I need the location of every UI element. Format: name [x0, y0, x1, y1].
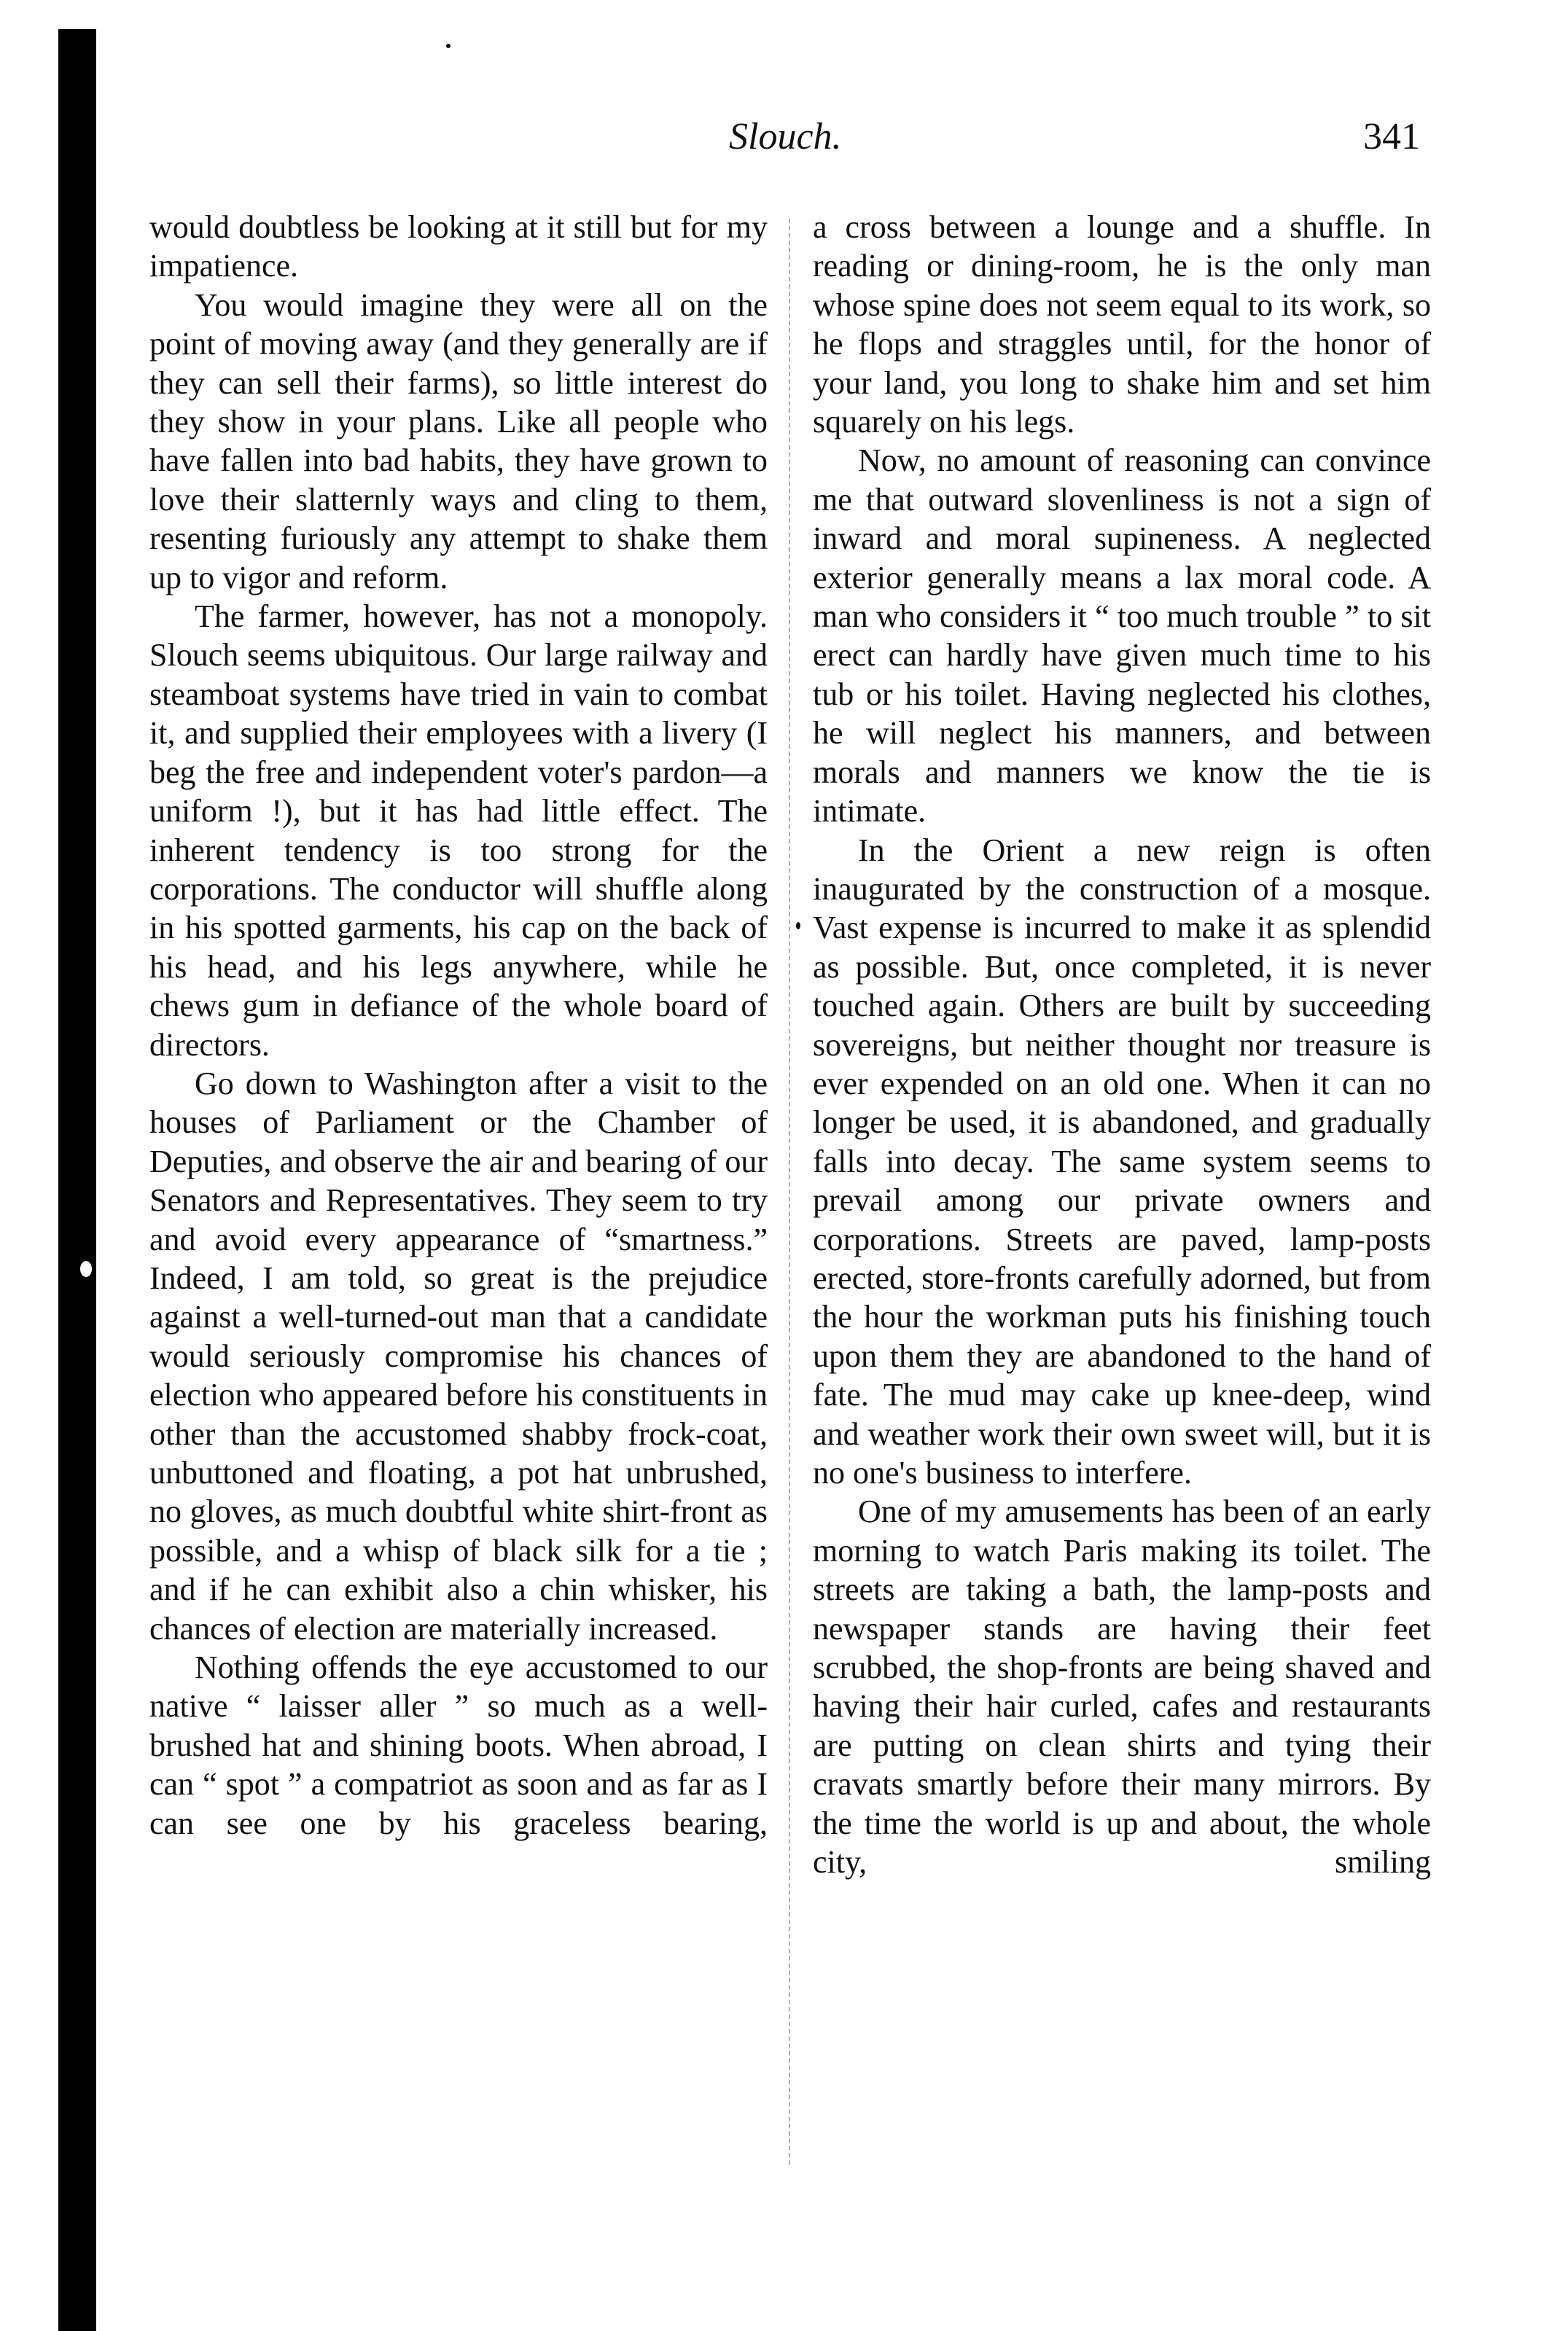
column-divider — [789, 219, 792, 2165]
print-speck — [80, 1261, 92, 1277]
paragraph: Go down to Washington after a visit to the houses of Parliament or the Chamber of Deputies, and observe the air and bearing of our Senators and Representatives. They seem to try and avoid every appearance of “smartness.” Indeed, I am told, so great is the prejudice against a well-turned-out man that a candidate would seriously compromise his chances of election who appeared before his constituents in other than the accustomed shabby frock-coat, unbuttoned and floating, a pot hat unbrushed, no gloves, as much doubtful white shirt-front as possible, and a whisp of black silk for a tie ; and if he can exhibit also a chin whisker, his chances of election are materially increased. — [149, 1065, 768, 1647]
right-text-column — [813, 208, 1431, 1881]
running-header-title: Slouch. — [729, 116, 842, 157]
paragraph: would doubtless be looking at it still but for my impatience. — [149, 209, 768, 284]
print-speck — [446, 44, 450, 48]
paragraph: One of my amusements has been of an early morning to watch Paris making its toilet. The streets are taking a bath, the lamp-posts and newspaper stands are having their feet scrubbed, the shop-fronts are being shaved and having their hair curled, cafes and restaurants are putting on clean shirts and tying their cravats smartly before their many mirrors. By the time the world is up and about, the whole city, smiling — [813, 1494, 1431, 1881]
paragraph: You would imagine they were all on the point of moving away (and they generally are if they can sell their farms), so little interest do they show in your plans. Like all people who have fallen into bad habits, they have grown to love their slatternly ways and cling to them, resenting furiously any attempt to shake them up to vigor and reform. — [149, 286, 768, 596]
paragraph: Nothing offends the eye accustomed to our native “ laisser aller ” so much as a well-brushed hat and shining boots. When abroad, I can “ spot ” a compatriot as soon and as far as I can see one by his graceless bearing, — [149, 1649, 768, 1841]
paragraph: In the Orient a new reign is often inaugurated by the construction of a mosque. Vast expense is incurred to make it as splendid as possible. But, once completed, it is never touched again. Others are built by succeeding sovereigns, but neither thought nor treasure is ever expended on an old one. When it can no longer be used, it is abandoned, and gradually falls into decay. The same system seems to prevail among our private owners and corporations. Streets are paved, lamp-posts erected, store-fronts carefully adorned, but from the hour the workman puts his finishing touch upon them they are abandoned to the hand of fate. The mud may cake up knee-deep, wind and weather work their own sweet will, but it is no one's business to interfere. — [813, 832, 1431, 1491]
paragraph: The farmer, however, has not a monopoly. Slouch seems ubiquitous. Our large railway and steamboat systems have tried in vain to combat it, and supplied their employees with a livery (I beg the free and independent voter's pardon—a uniform !), but it has had little effect. The inherent tendency is too strong for the corporations. The conductor will shuffle along in his spotted garments, his cap on the back of his head, and his legs anywhere, while he chews gum in defiance of the whole board of directors. — [149, 598, 768, 1063]
print-speck — [796, 922, 800, 929]
left-text-column — [149, 208, 768, 1843]
page-number: 341 — [1363, 116, 1420, 157]
page-binding-shadow — [58, 29, 96, 2331]
paragraph: Now, no amount of reasoning can convince me that outward slovenliness is not a sign of inward and moral supineness. A neglected exterior generally means a lax moral code. A man who considers it “ too much trouble ” to sit erect can hardly have given much time to his tub or his toilet. Having neglected his clothes, he will neglect his manners, and between morals and manners we know the tie is intimate. — [813, 442, 1431, 829]
paragraph: a cross between a lounge and a shuffle. In reading or dining-room, he is the only man whose spine does not seem equal to its work, so he flops and straggles until, for the honor of your land, you long to shake him and set him squarely on his legs. — [813, 209, 1431, 440]
